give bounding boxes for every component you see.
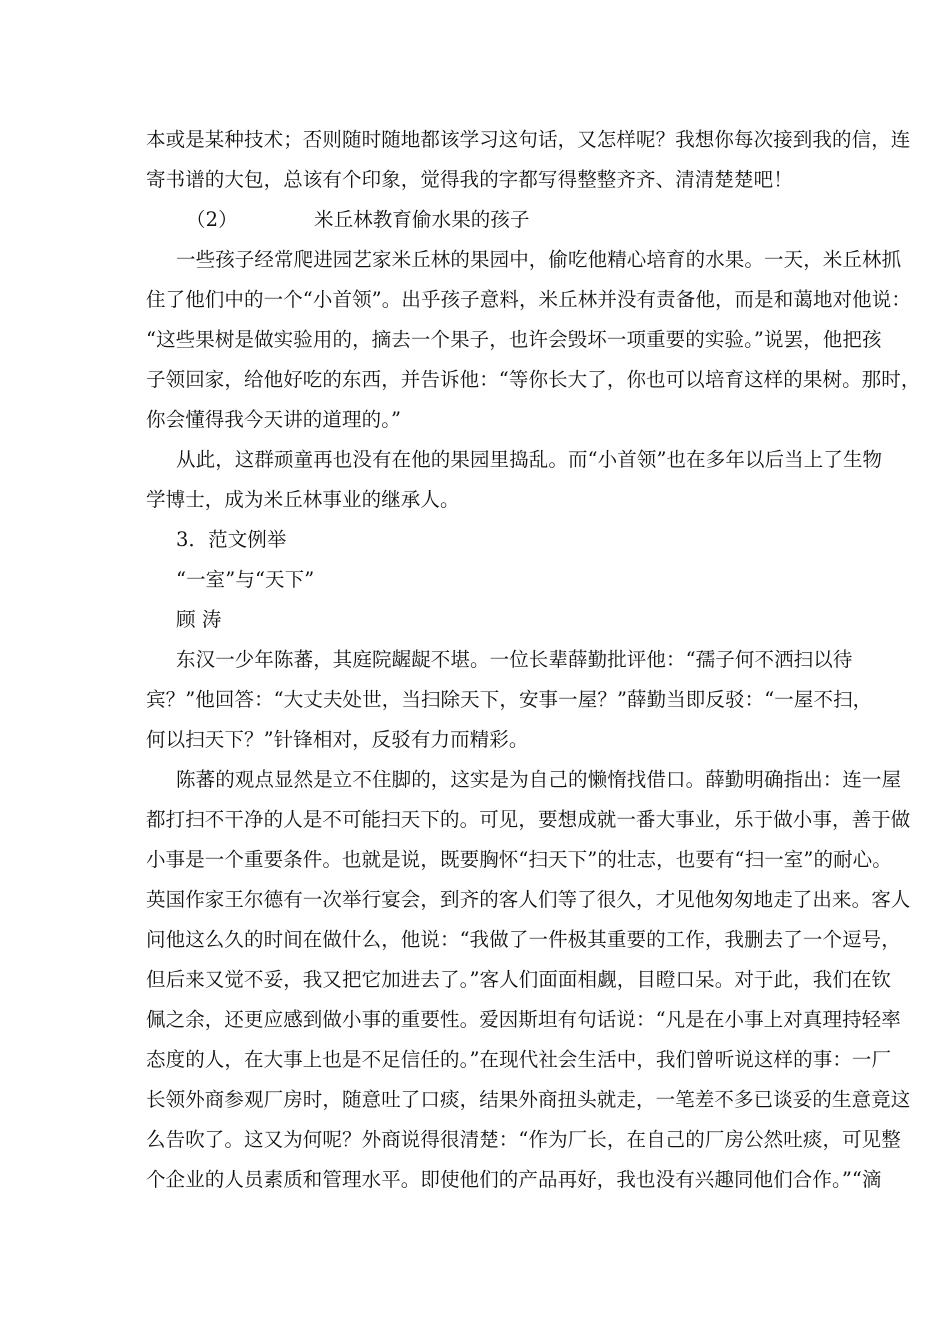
body-text-line: “这些果树是做实验用的，摘去一个果子，也许会毁坏一项重要的实验。”说罢，他把孩 [146,328,882,351]
section-heading: 3．范文例举 [176,528,287,551]
body-text-line: 态度的人，在大事上也是不足信任的。”在现代社会生活中，我们曾听说这样的事：一厂 [146,1048,892,1071]
story-number: （2） [186,208,238,231]
body-text-line: 陈蕃的观点显然是立不住脚的，这实是为自己的懒惰找借口。薛勤明确指出：连一屋 [176,768,902,791]
body-text-line: 问他这么久的时间在做什么，他说：“我做了一件极其重要的工作，我删去了一个逗号， [146,928,901,951]
body-text-line: 佩之余，还更应感到做小事的重要性。爱因斯坦有句话说：“凡是在小事上对真理持轻率 [146,1008,901,1031]
body-text-line: 一些孩子经常爬进园艺家米丘林的果园中，偷吃他精心培育的水果。一天，米丘林抓 [176,248,902,271]
essay-author: 顾 涛 [176,608,222,631]
body-text-line: 个企业的人员素质和管理水平。即使他们的产品再好，我也没有兴趣同他们合作。”“滴 [146,1168,882,1191]
story-title: 米丘林教育偷水果的孩子 [314,208,530,231]
body-text-line: 东汉一少年陈蕃，其庭院龌龊不堪。一位长辈薛勤批评他：“孺子何不洒扫以待 [176,648,853,671]
body-text-line: 子领回家，给他好吃的东西，并告诉他：“等你长大了，你也可以培育这样的果树。那时， [146,368,921,391]
body-text-line: 从此，这群顽童再也没有在他的果园里捣乱。而“小首领”也在多年以后当上了生物 [176,448,883,471]
body-text-line: 住了他们中的一个“小首领”。出乎孩子意料，米丘林并没有责备他，而是和蔼地对他说： [146,288,911,311]
body-text-line: 寄书谱的大包，总该有个印象，觉得我的字都写得整整齐齐、清清楚楚吧！ [146,168,793,191]
body-text-line: 但后来又觉不妥，我又把它加进去了。”客人们面面相觑，目瞪口呆。对于此，我们在钦 [146,968,892,991]
body-text-line: 本或是某种技术；否则随时随地都该学习这句话，又怎样呢？我想你每次接到我的信，连 [146,128,911,151]
body-text-line: 英国作家王尔德有一次举行宴会，到齐的客人们等了很久，才见他匆匆地走了出来。客人 [146,888,911,911]
body-text-line: 小事是一个重要条件。也就是说，既要胸怀“扫天下”的壮志，也要有“扫一室”的耐心。 [146,848,892,871]
body-text-line: 长领外商参观厂房时，随意吐了口痰，结果外商扭头就走，一笔差不多已谈妥的生意竟这 [146,1088,911,1111]
body-text-line: 都打扫不干净的人是不可能扫天下的。可见，要想成就一番大事业，乐于做小事，善于做 [146,808,911,831]
essay-title: “一室”与“天下” [176,568,315,591]
body-text-line: 学博士，成为米丘林事业的继承人。 [146,488,460,511]
body-text-line: 宾？”他回答：“大丈夫处世，当扫除天下，安事一屋？”薛勤当即反驳：“一屋不扫， [146,688,873,711]
body-text-line: 你会懂得我今天讲的道理的。” [146,408,402,431]
body-text-line: 么告吹了。这又为何呢？外商说得很清楚：“作为厂长，在自己的厂房公然吐痰，可见整 [146,1128,901,1151]
body-text-line: 何以扫天下？”针锋相对，反驳有力而精彩。 [146,728,529,751]
